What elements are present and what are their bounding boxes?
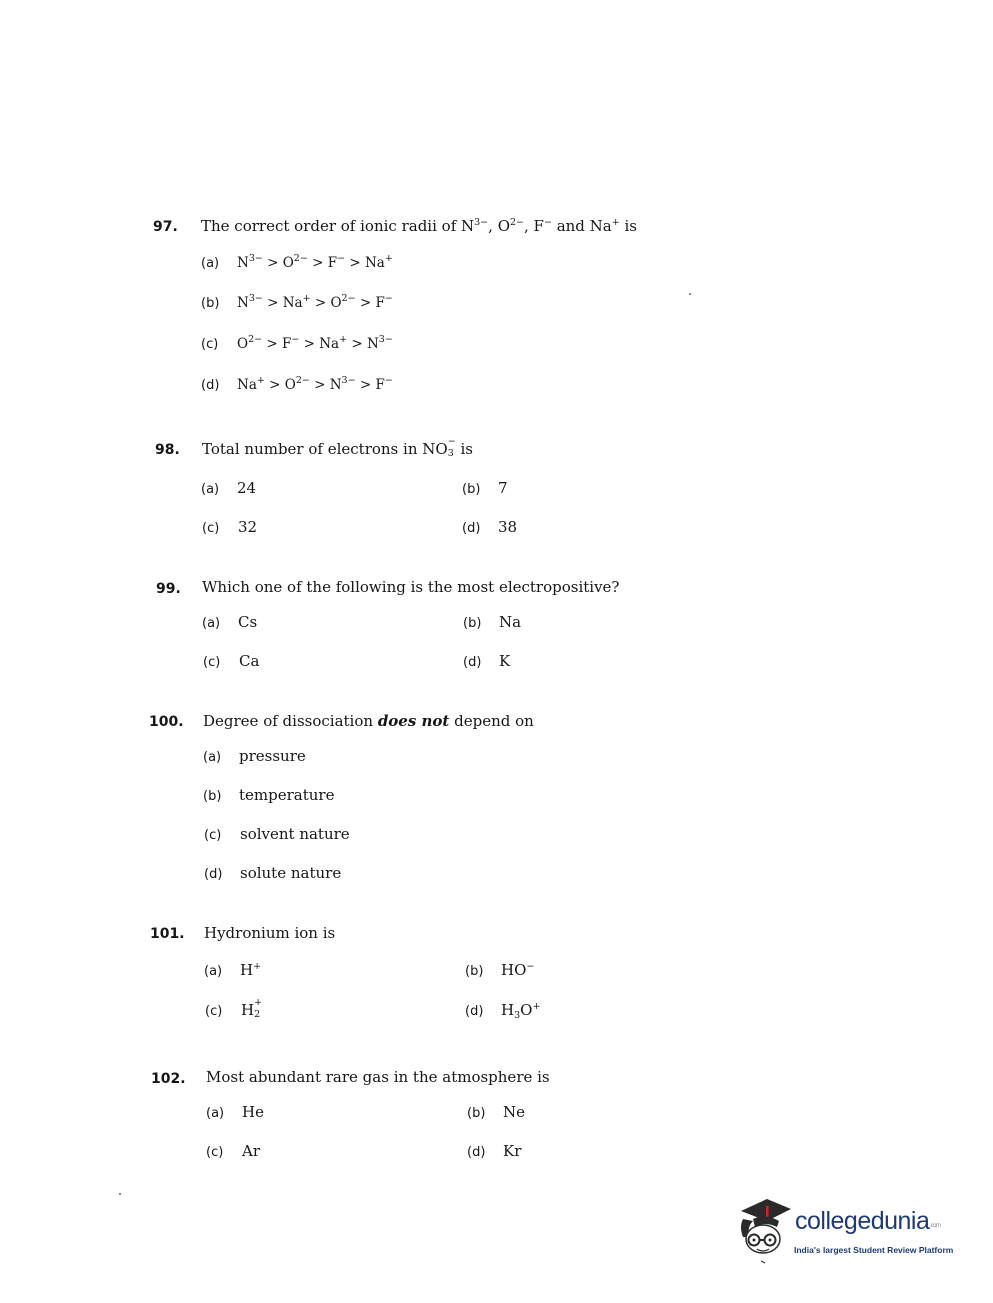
option-c: (c) H + 2 bbox=[205, 997, 263, 1020]
question-number: 99. bbox=[156, 581, 181, 597]
option-b: (b) Na bbox=[463, 613, 522, 631]
question-number: 97. bbox=[153, 219, 178, 235]
question-number: 101. bbox=[150, 926, 185, 942]
question-text: The correct order of ionic radii of $N^{3-}$, $O^{2-}$, F− and Na+ is bbox=[201, 217, 637, 235]
option-d: (d) 38 bbox=[462, 518, 518, 536]
mascot-icon bbox=[735, 1197, 795, 1267]
option-b: (b) 7 bbox=[462, 479, 508, 497]
logo-tagline: India's largest Student Review Platform bbox=[794, 1245, 954, 1255]
option-b: (b) temperature bbox=[203, 786, 335, 804]
option-b: (b) Ne bbox=[467, 1103, 526, 1121]
option-c: (c) 32 bbox=[202, 518, 258, 536]
option-c: (c) $O^{2-} > F^- > Na^+ > N^{3-}$ bbox=[201, 334, 393, 352]
logo-wordmark: collegedunia.com bbox=[795, 1207, 941, 1235]
question-number: 98. bbox=[155, 442, 180, 458]
option-a: (a) pressure bbox=[203, 747, 306, 765]
option-d: (d) $Na^+ > O^{2-} > N^{3-} > F^-$ bbox=[201, 375, 393, 393]
option-d: (d) solute nature bbox=[204, 864, 342, 882]
question-number: 102. bbox=[151, 1071, 186, 1087]
question-text: Total number of electrons in NO − 3 is bbox=[202, 436, 473, 459]
option-a: (a) H+ bbox=[204, 961, 262, 979]
scan-speck bbox=[689, 293, 691, 295]
option-c: (c) solvent nature bbox=[204, 825, 350, 843]
option-d: (d) K bbox=[463, 652, 511, 670]
option-a: (a) 24 bbox=[201, 479, 257, 497]
question-text: Degree of dissociation does not depend on bbox=[203, 712, 534, 730]
option-c: (c) Ar bbox=[206, 1142, 261, 1160]
option-d: (d) Kr bbox=[467, 1142, 522, 1160]
option-a: (a) He bbox=[206, 1103, 264, 1121]
option-b: (b) $N^{3-} > Na^+ > O^{2-} > F^-$ bbox=[201, 293, 393, 311]
scan-speck bbox=[119, 1193, 121, 1195]
question-text: Most abundant rare gas in the atmosphere is bbox=[206, 1068, 550, 1086]
option-d: (d) $H_3O^+$ bbox=[465, 1001, 541, 1021]
question-text: Hydronium ion is bbox=[204, 924, 336, 942]
question-number: 100. bbox=[149, 714, 184, 730]
option-a: (a) Cs bbox=[202, 613, 258, 631]
option-a: (a) $N^{3-} > O^{2-} > F^- > Na^+$ bbox=[201, 253, 393, 271]
question-text: Which one of the following is the most electropositive? bbox=[202, 578, 620, 596]
option-c: (c) Ca bbox=[203, 652, 260, 670]
collegedunia-logo bbox=[735, 1193, 970, 1271]
option-b: (b) HO− bbox=[465, 961, 535, 979]
